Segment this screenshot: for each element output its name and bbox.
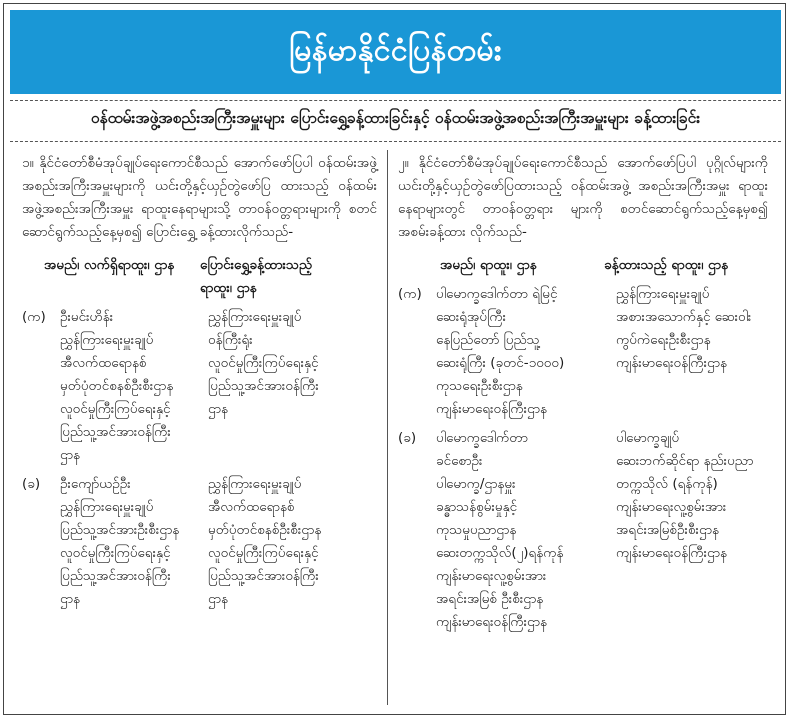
cell-line: အီလက်ထရောနစ် bbox=[208, 499, 295, 515]
cell-line: ညွှန်ကြားရေးမှူးချုပ် bbox=[208, 476, 302, 492]
cell-line: မှတ်ပုံတင်စနစ်ဦးစီးဌာန bbox=[60, 378, 174, 394]
row-number: (က) bbox=[22, 309, 46, 325]
cell-line: ကုသရေးဦးစီးဌာန bbox=[436, 378, 523, 394]
cell-line: ကွပ်ကဲရေးဦးစီးဌာန bbox=[616, 332, 711, 348]
name-position-cell bbox=[60, 473, 200, 611]
cell-line: ပါမောက္ခဒေါက်တာ ရဲမြင့် bbox=[436, 286, 558, 302]
cell-line: အီလက်ထရောနစ် bbox=[60, 355, 147, 371]
assigned-position-cell bbox=[208, 473, 378, 611]
left-header-col1: အမည်၊ လက်ရှိရာထူး၊ ဌာန bbox=[44, 257, 175, 273]
name-position-cell bbox=[436, 427, 606, 634]
cell-line: မှတ်ပုံတင်စနစ်ဦးစီးဌာန bbox=[208, 522, 322, 538]
left-header-col2-line: ရာထူး၊ ဌာန bbox=[200, 280, 257, 296]
right-header-col1: အမည်၊ ရာထူး၊ ဌာန bbox=[440, 257, 537, 273]
cell-line: ညွှန်ကြားရေးမှူးချုပ် bbox=[208, 309, 302, 325]
cell-line: ဆေးတက္ကသိုလ်(၂)ရန်ကုန် bbox=[436, 545, 564, 561]
cell-line: ပြည်သူ့အင်အားဝန်ကြီး bbox=[208, 378, 319, 394]
row-number: (ခ) bbox=[22, 476, 41, 492]
cell-line: ဌာန bbox=[208, 591, 229, 607]
cell-line: ကျန်းမာရေးဝန်ကြီးဌာန bbox=[616, 355, 728, 371]
cell-line: ဌာန bbox=[60, 447, 81, 463]
left-table-body bbox=[22, 306, 377, 611]
row-number: (ခ) bbox=[398, 430, 417, 446]
cell-line: ဌာန bbox=[60, 591, 81, 607]
cell-line: ဦးကျော်ယဉ်ဦး bbox=[60, 476, 131, 492]
cell-line: ဆေးရုံကြီး (ခုတင်-၁၀၀၀) bbox=[436, 355, 565, 371]
cell-line: ကျန်းမာရေးလူ့စွမ်းအား bbox=[436, 568, 547, 584]
cell-line: ကျန်းမာရေးဝန်ကြီးဌာန bbox=[436, 614, 548, 630]
cell-line: ကုသမှုပညာဌာန bbox=[436, 522, 517, 538]
cell-line: ညွှန်ကြားရေးမှူးချုပ် bbox=[60, 499, 154, 515]
cell-line: ပြည်သူ့အင်အားဝန်ကြီး bbox=[60, 568, 171, 584]
left-table-row bbox=[22, 306, 377, 467]
name-position-cell bbox=[436, 283, 606, 421]
cell-line: လူဝင်မှုကြီးကြပ်ရေးနှင့် bbox=[60, 401, 171, 417]
left-header-col2 bbox=[200, 254, 370, 300]
cell-line: အရင်းအမြစ်ဦးစီးဌာန bbox=[616, 522, 719, 538]
cell-line: ဝန်ကြီးရုံး bbox=[208, 332, 253, 348]
cell-line: နေပြည်တော် ပြည်သူ့ bbox=[436, 332, 540, 348]
right-table-header bbox=[398, 254, 768, 277]
left-table-row bbox=[22, 473, 377, 611]
headline-divider bbox=[10, 141, 781, 142]
left-header-col2-line: ပြောင်းရွှေ့ခန့်ထားသည့် bbox=[200, 257, 313, 273]
cell-line: ညွှန်ကြားရေးမှူးချုပ် bbox=[616, 286, 710, 302]
assigned-position-cell bbox=[208, 306, 378, 467]
right-header-col2: ခန့်ထားသည့် ရာထူး၊ ဌာန bbox=[604, 257, 729, 273]
cell-line: ပါမောက္ခချုပ် bbox=[616, 430, 680, 446]
right-column bbox=[398, 152, 768, 634]
cell-line: ပြည်သူ့အင်အားဝန်ကြီး bbox=[208, 568, 319, 584]
headline: ဝန်ထမ်းအဖွဲ့အစည်းအကြီးအမှူးများ ပြောင်းရွှေ့ခန့်ထားခြင်းနှင့် ဝန်ထမ်းအဖွဲ့အစည်းအကြီးအမှူးများ ခန့်ထားခြင်း bbox=[90, 109, 701, 127]
cell-line: ပြည်သူ့အင်အားဝန်ကြီး bbox=[60, 424, 171, 440]
cell-line: ပါမောက္ခ/ဌာနမှူး bbox=[436, 476, 516, 492]
cell-line: ပြည်သူ့အင်အားဦးစီးဌာန bbox=[60, 522, 180, 538]
cell-line: ဦးမင်းဟိန်း bbox=[60, 309, 114, 325]
cell-line: ကျန်းမာရေးလူ့စွမ်းအား bbox=[616, 499, 727, 515]
name-position-cell bbox=[60, 306, 200, 467]
left-column bbox=[22, 152, 377, 611]
banner-title: မြန်မာနိုင်ငံပြန်တမ်း bbox=[289, 32, 502, 68]
right-table-row bbox=[398, 427, 768, 634]
cell-line: တက္ကသိုလ် (ရန်ကုန်) bbox=[616, 476, 718, 492]
cell-line: ခန္ဓာသန်စွမ်းမှုနှင့် bbox=[436, 499, 518, 515]
cell-line: ခင်စောဦး bbox=[436, 453, 483, 469]
right-table-body bbox=[398, 283, 768, 634]
assigned-position-cell bbox=[616, 427, 776, 634]
cell-line: ကျန်းမာရေးဝန်ကြီးဌာန bbox=[436, 401, 548, 417]
top-divider bbox=[10, 100, 781, 101]
cell-line: ဆေးဘက်ဆိုင်ရာ နည်းပညာ bbox=[616, 453, 754, 469]
cell-line: အစားအသောက်နှင့် ဆေးဝါး bbox=[616, 309, 752, 325]
cell-line: လူဝင်မှုကြီးကြပ်ရေးနှင့် bbox=[208, 545, 319, 561]
right-paragraph: ၂။ နိုင်ငံတော်စီမံအုပ်ချုပ်ရေးကောင်စီသည် အောက်ဖော်ပြပါ ပုဂ္ဂိုလ်များကို ယင်းတို့နှင့်ယှဉ်တွဲဖော်ပြထားသည့် ဝန်ထမ်းအဖွဲ့ အစည်းအကြီးအမှူး ရာထူးနေရာများတွင် တာဝန်ဝတ္တရား များကို စတင်ဆောင်ရွက်သည့်နေ့မှစ၍ အစမ်းခန့်ထား လိုက်သည်- bbox=[398, 155, 768, 240]
cell-line: ညွှန်ကြားရေးမှူးချုပ် bbox=[60, 332, 154, 348]
cell-line: လူဝင်မှုကြီးကြပ်ရေးနှင့် bbox=[208, 355, 319, 371]
cell-line: ပါမောက္ခဒေါက်တာ bbox=[436, 430, 528, 446]
row-number: (က) bbox=[398, 286, 422, 302]
assigned-position-cell bbox=[616, 283, 776, 421]
cell-line: ဆေးရုံအုပ်ကြီး bbox=[436, 309, 507, 325]
column-divider bbox=[387, 150, 388, 705]
page-banner bbox=[10, 10, 781, 94]
left-paragraph: ၁။ နိုင်ငံတော်စီမံအုပ်ချုပ်ရေးကောင်စီသည် အောက်ဖော်ပြပါ ဝန်ထမ်းအဖွဲ့အစည်းအကြီးအမှူးများကို ယင်းတို့နှင့်ယှဉ်တွဲဖော်ပြ ထားသည့် ဝန်ထမ်းအဖွဲ့အစည်းအကြီးအမှူး ရာထူးနေရာများသို့ တာဝန်ဝတ္တရားများကို စတင်ဆောင်ရွက်သည့်နေ့မှစ၍ ပြောင်းရွှေ့ ခန့်ထားလိုက်သည်- bbox=[22, 155, 377, 240]
cell-line: ဌာန bbox=[208, 401, 229, 417]
right-table-row bbox=[398, 283, 768, 421]
cell-line: အရင်းအမြစ် ဦးစီးဌာန bbox=[436, 591, 544, 607]
cell-line: ကျန်းမာရေးဝန်ကြီးဌာန bbox=[616, 545, 728, 561]
left-table-header bbox=[22, 254, 377, 300]
cell-line: လူဝင်မှုကြီးကြပ်ရေးနှင့် bbox=[60, 545, 171, 561]
